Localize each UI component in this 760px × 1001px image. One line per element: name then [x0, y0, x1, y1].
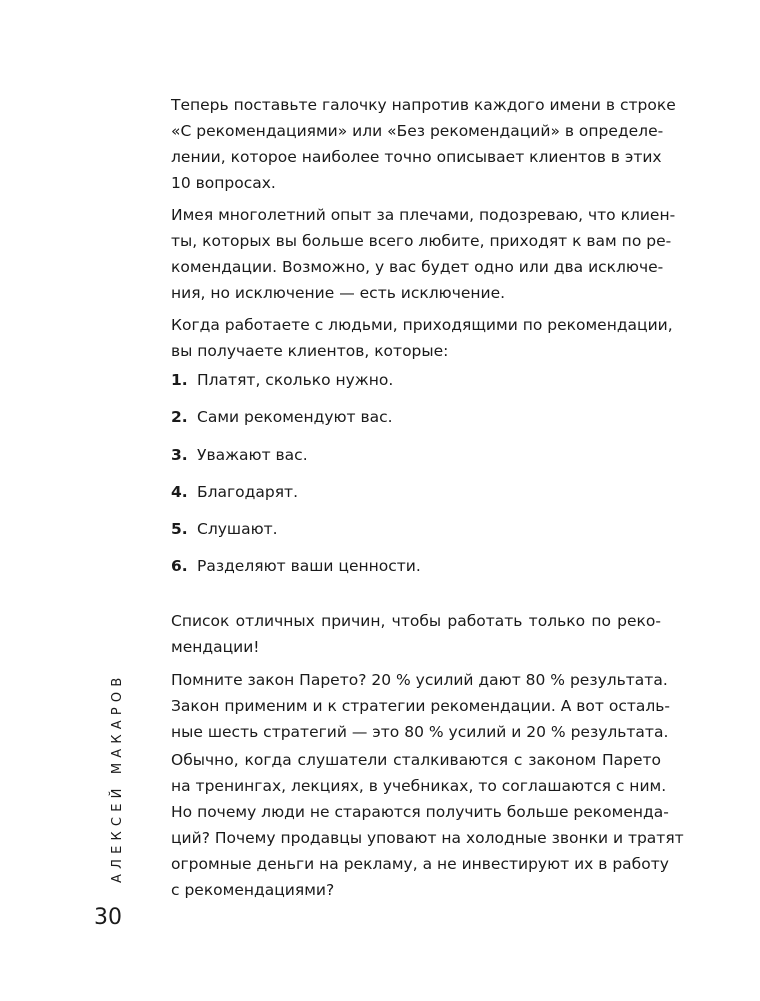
- list-item: [171, 442, 661, 479]
- paragraph-line: Когда работаете с людьми, приходящими по рекомендации,: [171, 316, 673, 334]
- list-item: [171, 404, 661, 441]
- paragraph-line: на тренингах, лекциях, в учебниках, то соглашаются с ним.: [171, 777, 667, 795]
- paragraph-4: [171, 608, 661, 660]
- author-name: АЛЕКСЕЙ МАКАРОВ: [110, 672, 125, 883]
- list-item-text: Платят, сколько нужно.: [197, 371, 394, 389]
- list-item-text: Слушают.: [197, 520, 278, 539]
- list-item-text: Разделяют ваши ценности.: [197, 557, 421, 576]
- paragraph-3: [171, 312, 673, 364]
- paragraph-line: мендации!: [171, 638, 260, 656]
- paragraph-line: Закон применим и к стратегии рекомендации. А вот осталь-: [171, 697, 671, 715]
- paragraph-line: ций? Почему продавцы уповают на холодные звонки и тратят: [171, 829, 684, 847]
- paragraph-line: лении, которое наиболее точно описывает клиентов в этих: [171, 148, 662, 166]
- paragraph-line: с рекомендациями?: [171, 881, 335, 899]
- list-item-text: Благодарят.: [197, 482, 298, 501]
- list-item-text: Сами рекомендуют вас.: [197, 408, 393, 427]
- list-item-number: 3.: [171, 445, 188, 464]
- paragraph-6: [171, 747, 684, 903]
- list-item: [171, 367, 661, 404]
- paragraph-line: Теперь поставьте галочку напротив каждого имени в строке: [171, 96, 676, 114]
- list-item-number: 1.: [171, 371, 188, 389]
- paragraph-line: «С рекомендациями» или «Без рекомендаций» в определе-: [171, 122, 664, 140]
- paragraph-line: ты, которых вы больше всего любите, приходят к вам по ре-: [171, 232, 672, 250]
- page-number: 30: [94, 905, 122, 930]
- list-item-number: 5.: [171, 520, 188, 539]
- paragraph-line: Обычно, когда слушатели сталкиваются с законом Парето: [171, 751, 661, 769]
- list-item-text: Уважают вас.: [197, 445, 308, 464]
- paragraph-2: [171, 202, 676, 306]
- paragraph-line: Список отличных причин, чтобы работать только по реко-: [171, 612, 661, 630]
- list-item: [171, 516, 661, 553]
- paragraph-line: огромные деньги на рекламу, а не инвестируют их в работу: [171, 855, 669, 873]
- paragraph-line: ные шесть стратегий — это 80 % усилий и 20 % результата.: [171, 723, 669, 741]
- paragraph-5: [171, 667, 671, 745]
- list-item: [171, 479, 661, 516]
- paragraph-line: Имея многолетний опыт за плечами, подозреваю, что клиен-: [171, 206, 676, 224]
- paragraph-line: ния, но исключение — есть исключение.: [171, 284, 506, 302]
- paragraph-1: [171, 92, 676, 196]
- paragraph-line: Помните закон Парето? 20 % усилий дают 80 % результата.: [171, 671, 668, 689]
- numbered-list: [171, 367, 661, 591]
- paragraph-line: вы получаете клиентов, которые:: [171, 342, 449, 360]
- list-item: [171, 553, 661, 590]
- list-item-number: 6.: [171, 557, 188, 576]
- list-item-number: 4.: [171, 482, 188, 501]
- paragraph-line: 10 вопросах.: [171, 174, 276, 192]
- paragraph-line: комендации. Возможно, у вас будет одно или два исключе-: [171, 258, 664, 276]
- paragraph-line: Но почему люди не стараются получить больше рекоменда-: [171, 803, 669, 821]
- list-item-number: 2.: [171, 408, 188, 427]
